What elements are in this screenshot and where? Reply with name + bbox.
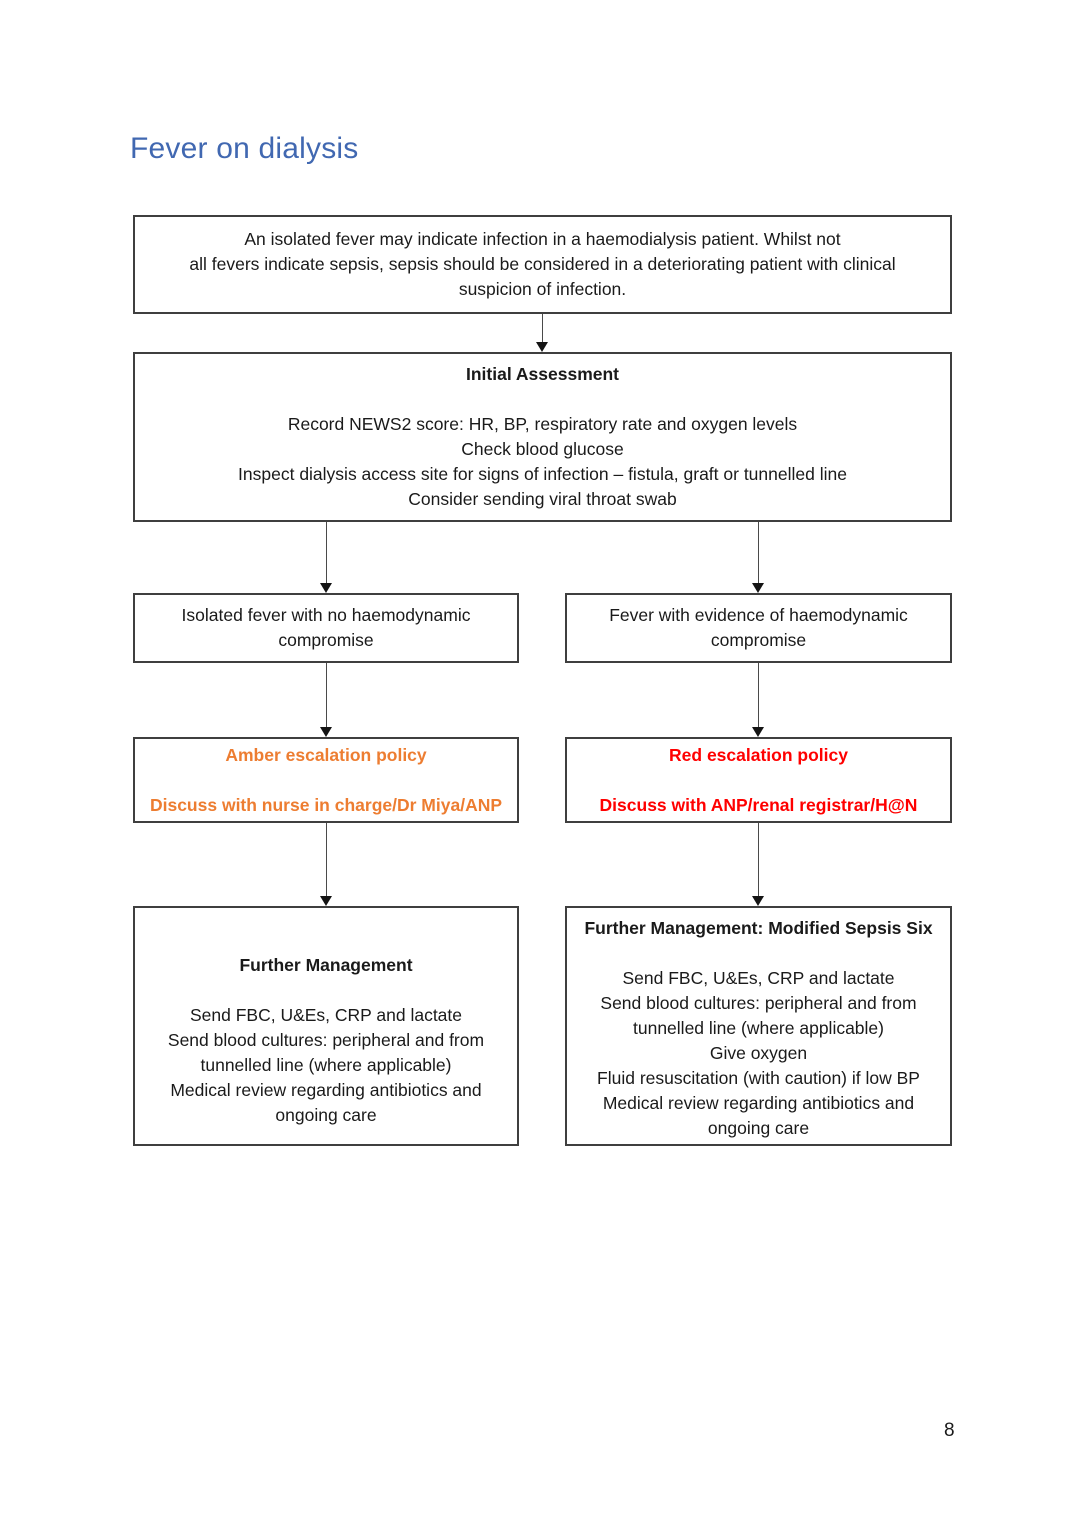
text-line: Medical review regarding antibiotics and <box>170 1080 482 1100</box>
arrow-head-icon <box>320 727 332 737</box>
red-escalation-box <box>565 737 952 823</box>
text-line: Record NEWS2 score: HR, BP, respiratory rate and oxygen levels <box>287 414 798 434</box>
arrow-line <box>758 663 759 732</box>
amber-escalation-box <box>133 737 519 823</box>
box-title: Amber escalation policy <box>225 744 427 765</box>
arrow-head-icon <box>320 583 332 593</box>
arrow-line <box>326 663 327 732</box>
intro-box <box>133 215 952 314</box>
text-line: Send FBC, U&Es, CRP and lactate <box>189 1005 463 1025</box>
arrow-line <box>758 522 759 588</box>
text-line: suspicion of infection. <box>458 279 627 299</box>
text-line: ongoing care <box>707 1118 810 1138</box>
arrow-head-icon <box>536 342 548 352</box>
text-line: Fever with evidence of haemodynamic <box>609 605 908 625</box>
text-line: Isolated fever with no haemodynamic <box>181 605 471 625</box>
arrow-amber-to-further-management <box>320 823 332 906</box>
further-management-left-box <box>133 906 519 1146</box>
arrow-assessment-to-branch-left <box>320 522 332 593</box>
page-heading: Fever on dialysis <box>130 132 359 165</box>
box-title: Further Management: Modified Sepsis Six <box>584 918 933 938</box>
arrow-red-to-sepsis-six <box>752 823 764 906</box>
text-line: tunnelled line (where applicable) <box>200 1055 452 1075</box>
arrow-line <box>326 823 327 901</box>
text-line: Check blood glucose <box>461 439 624 459</box>
text-line: Send FBC, U&Es, CRP and lactate <box>622 968 895 988</box>
text-line: Discuss with ANP/renal registrar/H@N <box>599 794 918 815</box>
arrow-head-icon <box>752 583 764 593</box>
text-line: ongoing care <box>275 1105 377 1125</box>
initial-assessment-box <box>133 352 952 522</box>
box-title: Red escalation policy <box>669 744 848 765</box>
arrow-intro-to-assessment <box>536 314 548 352</box>
text-line: Inspect dialysis access site for signs of infection – fistula, graft or tunnelled line <box>238 464 847 484</box>
box-title: Initial Assessment <box>465 364 620 384</box>
arrow-branch-right-to-red <box>752 663 764 737</box>
arrow-head-icon <box>752 727 764 737</box>
text-line: Give oxygen <box>709 1043 808 1063</box>
arrow-line <box>326 522 327 588</box>
further-management-right-box <box>565 906 952 1146</box>
arrow-assessment-to-branch-right <box>752 522 764 593</box>
text-line: tunnelled line (where applicable) <box>633 1018 884 1038</box>
text-line: compromise <box>710 630 807 650</box>
box-title: Further Management <box>239 955 413 975</box>
text-line: Medical review regarding antibiotics and <box>602 1093 915 1113</box>
arrow-branch-left-to-amber <box>320 663 332 737</box>
branch-left-box <box>133 593 519 663</box>
branch-right-box <box>565 593 952 663</box>
text-line: compromise <box>278 630 374 650</box>
arrow-line <box>758 823 759 901</box>
page-number: 8 <box>944 1420 955 1441</box>
text-line: An isolated fever may indicate infection in a haemodialysis patient. Whilst not <box>244 229 841 249</box>
text-line: Discuss with nurse in charge/Dr Miya/ANP <box>149 794 503 815</box>
arrow-head-icon <box>320 896 332 906</box>
text-line: Send blood cultures: peripheral and from <box>600 993 917 1013</box>
text-line: Fluid resuscitation (with caution) if low BP <box>597 1068 920 1088</box>
text-line: Consider sending viral throat swab <box>408 489 677 509</box>
arrow-head-icon <box>752 896 764 906</box>
text-line: Send blood cultures: peripheral and from <box>167 1030 485 1050</box>
text-line: all fevers indicate sepsis, sepsis should be considered in a deteriorating patient with clinical <box>189 254 896 274</box>
